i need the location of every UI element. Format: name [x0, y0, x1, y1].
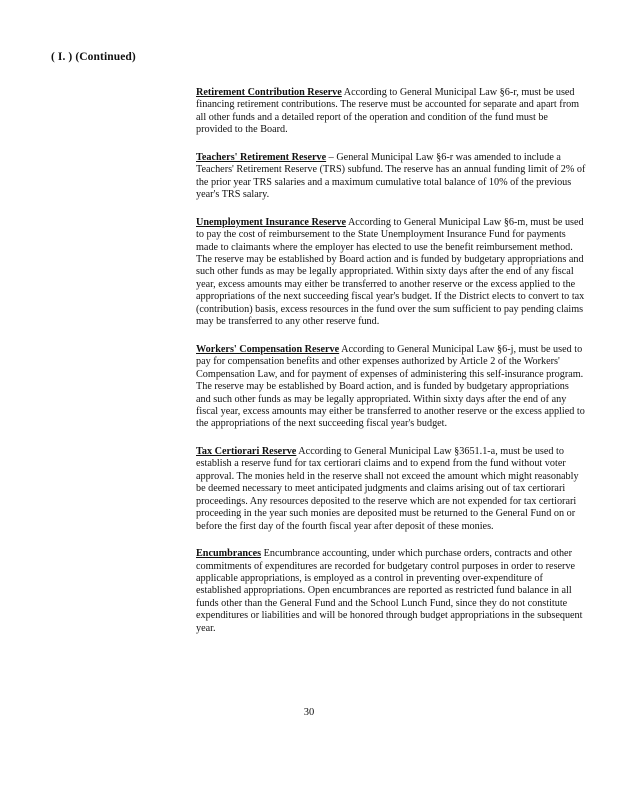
paragraph-unemployment-insurance-reserve [196, 217, 586, 329]
paragraph-retirement-contribution-reserve [196, 87, 586, 137]
term-heading: Tax Certiorari Reserve [196, 445, 297, 457]
paragraph-teachers-retirement-reserve [196, 152, 586, 202]
paragraph-text: According to General Municipal Law §6-j, must be used to pay for compensation benefits and other expenses authorized by Article 2 of the Workers' Compensation Law, and for payment of expenses of administering this self-insurance program. The reserve may be established by Board action, and is funded by budgetary appropriations and such other funds as may be legally appropriated. Within sixty days after the end of any fiscal year, excess amounts may either be transferred to another reserve or the excess applied to the appropriations of the next succeeding fiscal year's budget. [196, 343, 585, 430]
term-heading: Unemployment Insurance Reserve [196, 216, 346, 228]
term-heading: Encumbrances [196, 548, 262, 560]
paragraph-tax-certiorari-reserve [196, 446, 586, 533]
term-heading: Teachers' Retirement Reserve [196, 151, 327, 163]
body-text [196, 87, 586, 650]
term-heading: Workers' Compensation Reserve [196, 343, 340, 355]
paragraph-workers-compensation-reserve [196, 344, 586, 431]
paragraph-text: According to General Municipal Law §6-r, must be used financing retirement contributions. The reserve must be accounted for separate and apart from all other funds and a detailed report of the operation and condition of the fund must be provided to the Board. [196, 87, 580, 136]
paragraph-encumbrances [196, 548, 586, 635]
paragraph-text: According to General Municipal Law §3651.1-a, must be used to establish a reserve fund for tax certiorari claims and to expend from the fund without voter approval. The monies held in the reserve shall not exceed the amount which might reasonably be deemed necessary to meet anticipated judgments and claims arising out of tax certiorari proceedings. Any resources deposited to the reserve which are not expended for tax certiorari proceeding in the year such monies are deposited must be returned to the General Fund on or before the first day of the fourth fiscal year after deposit of these monies. [196, 445, 579, 532]
paragraph-text: According to General Municipal Law §6-m, must be used to pay the cost of reimbursement to the State Unemployment Insurance Fund for payments made to claimants where the employer has elected to use the benefit reimbursement method. The reserve may be established by Board action and is funded by budgetary appropriations and such other funds as may be legally appropriated. Within sixty days after the end of any fiscal year, excess amounts may either be transferred to another reserve or the excess applied to the appropriations of the next succeeding fiscal year's budget. If the District elects to convert to tax (contribution) basis, excess resources in the fund over the sum sufficient to pay pending claims may be transferred to any other reserve fund. [196, 216, 585, 328]
section-heading: ( I. ) (Continued) [51, 51, 136, 63]
paragraph-text: Encumbrance accounting, under which purchase orders, contracts and other commitments of expenditures are recorded for budgetary control purposes in order to reserve applicable appropriations, is employed as a control in preventing over-expenditure of established appropriations. Open encumbrances are reported as restricted fund balance in all funds other than the General Fund and the School Lunch Fund, since they do not constitute expenditures or liabilities and will be honored through budget appropriations in the subsequent year. [196, 548, 583, 634]
paragraph-text: – General Municipal Law §6-r was amended to include a Teachers' Retirement Reserve (TRS) subfund. The reserve has an annual funding limit of 2% of the prior year TRS salaries and a maximum cumulative total balance of 10% of the previous year's TRS salary. [196, 151, 586, 201]
page-number: 30 [303, 707, 315, 718]
term-heading: Retirement Contribution Reserve [196, 87, 342, 98]
